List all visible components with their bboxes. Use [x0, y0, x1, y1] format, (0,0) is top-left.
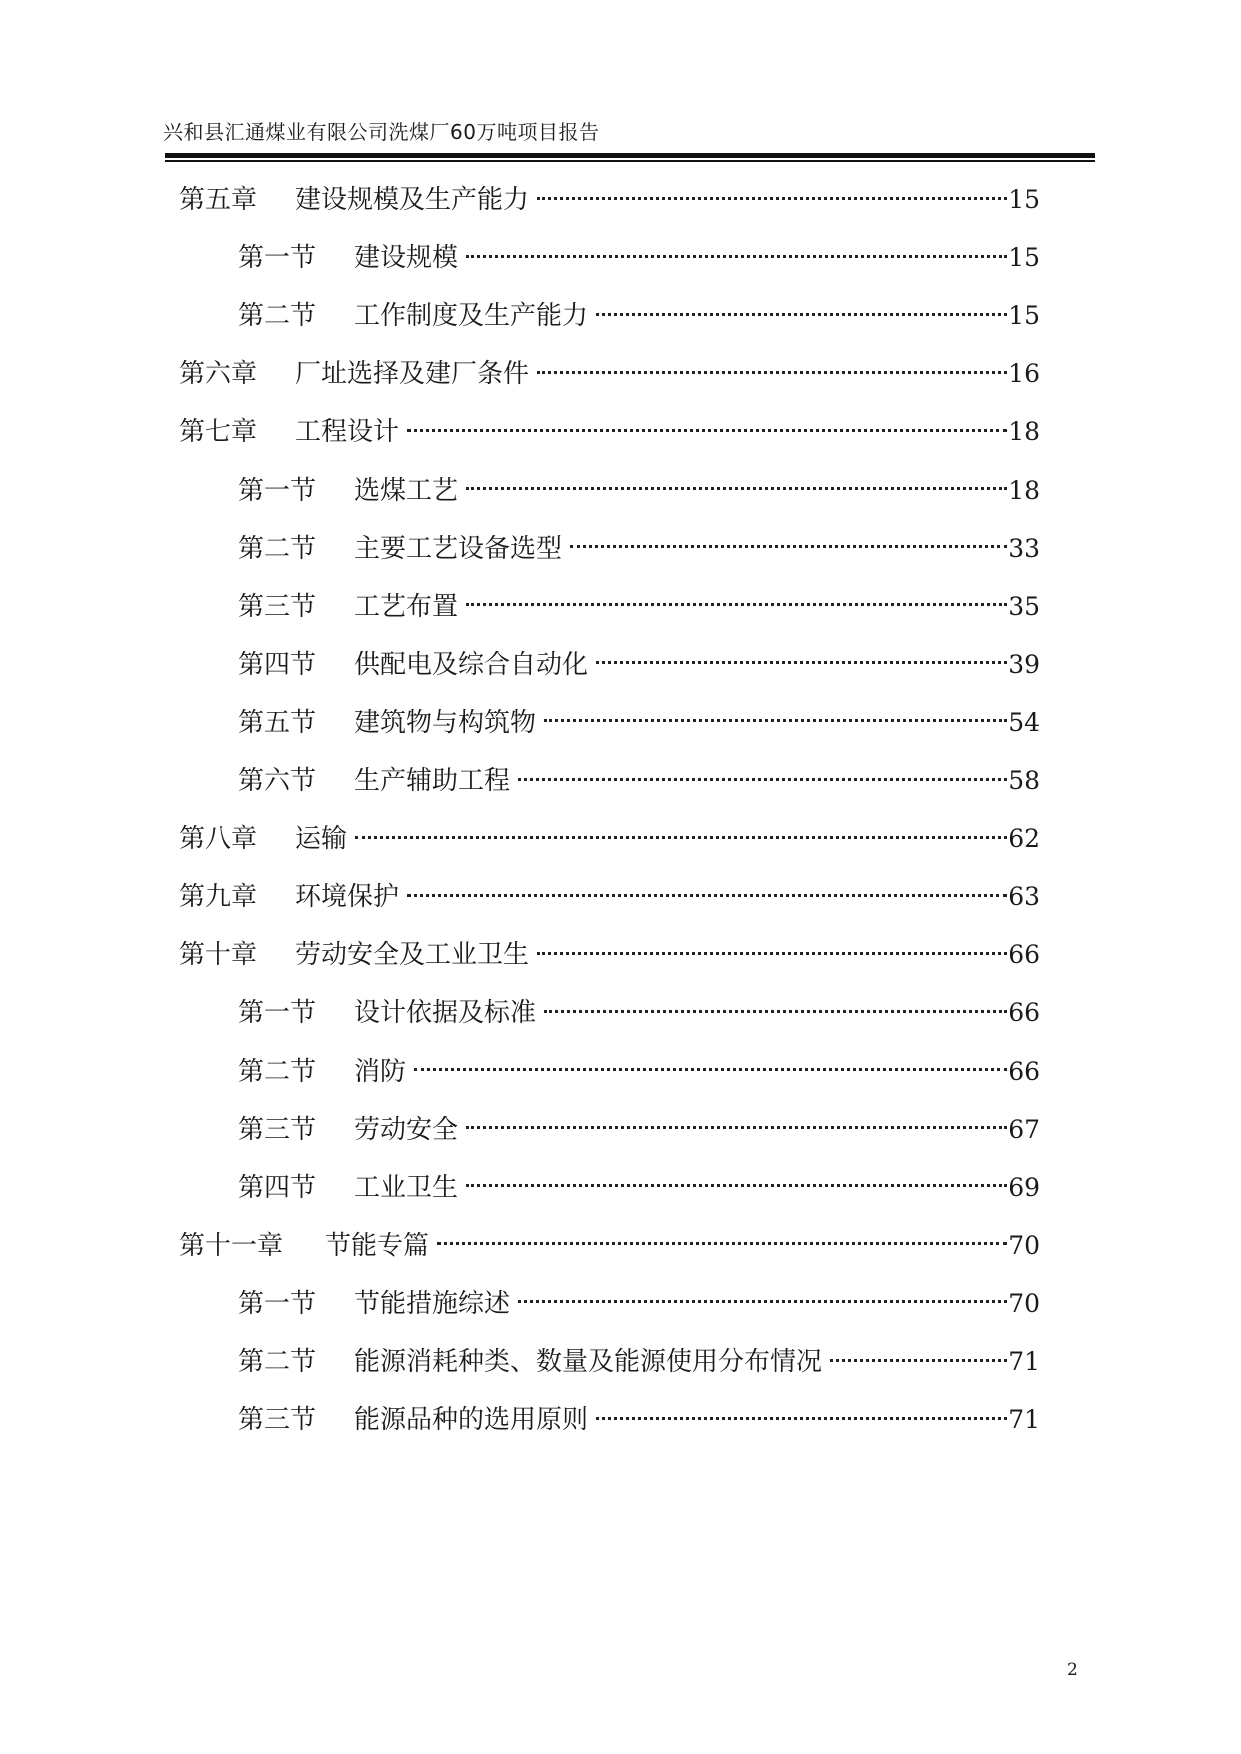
- header-rule-thin: [165, 160, 1095, 162]
- toc-entry-page: 70: [1008, 1230, 1040, 1260]
- toc-entry-number: 第九章: [179, 882, 258, 913]
- toc-dot-leader: [437, 1242, 1007, 1245]
- toc-entry-number: 第三节: [238, 1405, 317, 1436]
- toc-entry-number: 第七章: [179, 417, 258, 448]
- toc-entry-page: 66: [1008, 998, 1040, 1028]
- toc-section-entry[interactable]: [238, 645, 1040, 685]
- toc-entry-number: 第六章: [179, 359, 258, 390]
- toc-dot-leader: [596, 1417, 1007, 1420]
- toc-dot-leader: [466, 487, 1007, 490]
- toc-entry-page: 70: [1008, 1288, 1040, 1318]
- document-header-title: 兴和县汇通煤业有限公司洗煤厂60万吨项目报告: [163, 120, 600, 144]
- toc-dot-leader: [830, 1359, 1007, 1362]
- toc-dot-leader: [544, 1010, 1007, 1013]
- toc-entry-number: 第四节: [238, 1172, 317, 1203]
- toc-dot-leader: [544, 719, 1007, 722]
- toc-entry-page: 67: [1008, 1114, 1040, 1144]
- toc-entry-title: 工艺布置: [354, 591, 459, 622]
- toc-entry-page: 33: [1008, 533, 1040, 563]
- toc-entry-title: 能源消耗种类、数量及能源使用分布情况: [354, 1347, 823, 1377]
- toc-section-entry[interactable]: [238, 296, 1040, 336]
- toc-entry-page: 66: [1008, 1056, 1040, 1086]
- toc-entry-number: 第三节: [238, 591, 317, 622]
- toc-entry-title: 环境保护: [295, 882, 400, 913]
- toc-entry-title: 建筑物与构筑物: [354, 707, 537, 738]
- toc-entry-page: 54: [1008, 707, 1040, 737]
- toc-entry-title: 主要工艺设备选型: [354, 533, 563, 564]
- toc-entry-page: 16: [1008, 359, 1040, 389]
- toc-entry-title: 劳动安全及工业卫生: [295, 940, 530, 971]
- toc-chapter-entry[interactable]: [179, 877, 1040, 917]
- toc-chapter-entry[interactable]: [179, 1226, 1040, 1266]
- toc-dot-leader: [537, 197, 1007, 200]
- header-rule-thick: [165, 153, 1095, 158]
- toc-chapter-entry[interactable]: [179, 819, 1040, 859]
- toc-dot-leader: [518, 778, 1007, 781]
- toc-entry-title: 建设规模: [354, 243, 459, 274]
- toc-section-entry[interactable]: [238, 529, 1040, 569]
- toc-entry-number: 第二节: [238, 1056, 317, 1087]
- toc-entry-page: 66: [1008, 940, 1040, 970]
- toc-entry-page: 15: [1008, 185, 1040, 214]
- toc-entry-page: 15: [1008, 301, 1040, 331]
- toc-section-entry[interactable]: [238, 761, 1040, 801]
- toc-entry-number: 第一节: [238, 998, 317, 1029]
- toc-section-entry[interactable]: [238, 587, 1040, 627]
- toc-entry-title: 供配电及综合自动化: [354, 649, 589, 680]
- toc-entry-number: 第二节: [238, 301, 317, 332]
- toc-section-entry[interactable]: [238, 1342, 1040, 1382]
- toc-dot-leader: [537, 371, 1007, 374]
- toc-entry-page: 18: [1008, 475, 1040, 505]
- toc-entry-number: 第八章: [179, 824, 258, 855]
- toc-entry-title: 选煤工艺: [354, 475, 459, 506]
- toc-entry-number: 第一节: [238, 243, 317, 274]
- toc-section-entry[interactable]: [238, 1284, 1040, 1324]
- toc-entry-page: 71: [1008, 1347, 1040, 1376]
- toc-entry-number: 第一节: [238, 475, 317, 506]
- toc-chapter-entry[interactable]: [179, 180, 1040, 220]
- toc-entry-number: 第十章: [179, 940, 258, 971]
- toc-entry-number: 第二节: [238, 1347, 317, 1377]
- toc-entry-title: 消防: [354, 1056, 407, 1087]
- toc-chapter-entry[interactable]: [179, 354, 1040, 394]
- toc-section-entry[interactable]: [238, 703, 1040, 743]
- toc-entry-number: 第三节: [238, 1114, 317, 1145]
- toc-dot-leader: [537, 952, 1007, 955]
- toc-entry-page: 39: [1008, 649, 1040, 679]
- toc-chapter-entry[interactable]: [179, 412, 1040, 452]
- toc-entry-title: 能源品种的选用原则: [354, 1405, 589, 1436]
- toc-entry-number: 第五章: [179, 185, 258, 215]
- toc-entry-page: 62: [1008, 824, 1040, 854]
- toc-dot-leader: [414, 1068, 1007, 1071]
- toc-entry-title: 工作制度及生产能力: [354, 301, 589, 332]
- toc-entry-page: 35: [1008, 591, 1040, 621]
- toc-entry-title: 工业卫生: [354, 1172, 459, 1203]
- toc-entry-page: 18: [1008, 417, 1040, 447]
- toc-entry-number: 第一节: [238, 1288, 317, 1319]
- toc-entry-number: 第六节: [238, 766, 317, 796]
- toc-section-entry[interactable]: [238, 1168, 1040, 1208]
- toc-entry-title: 运输: [295, 824, 348, 855]
- toc-dot-leader: [518, 1300, 1007, 1303]
- toc-entry-title: 工程设计: [295, 417, 400, 448]
- toc-section-entry[interactable]: [238, 993, 1040, 1033]
- toc-section-entry[interactable]: [238, 1110, 1040, 1150]
- toc-dot-leader: [596, 313, 1007, 316]
- toc-entry-page: 71: [1008, 1405, 1040, 1435]
- toc-entry-title: 生产辅助工程: [354, 766, 511, 796]
- toc-entry-title: 建设规模及生产能力: [295, 185, 530, 215]
- toc-dot-leader: [407, 894, 1007, 897]
- toc-entry-page: 69: [1008, 1172, 1040, 1202]
- toc-dot-leader: [466, 603, 1007, 606]
- toc-entry-title: 节能专篇: [325, 1230, 430, 1261]
- toc-entry-page: 58: [1008, 766, 1040, 795]
- toc-dot-leader: [466, 1126, 1007, 1129]
- toc-entry-title: 劳动安全: [354, 1114, 459, 1145]
- toc-section-entry[interactable]: [238, 238, 1040, 278]
- toc-section-entry[interactable]: [238, 1052, 1040, 1092]
- toc-dot-leader: [596, 661, 1007, 664]
- toc-entry-number: 第十一章: [179, 1230, 284, 1261]
- toc-entry-title: 厂址选择及建厂条件: [295, 359, 530, 390]
- toc-dot-leader: [466, 255, 1007, 258]
- toc-entry-page: 63: [1008, 882, 1040, 912]
- toc-entry-number: 第二节: [238, 533, 317, 564]
- toc-entry-number: 第四节: [238, 649, 317, 680]
- toc-section-entry[interactable]: [238, 471, 1040, 511]
- toc-section-entry[interactable]: [238, 1400, 1040, 1440]
- toc-dot-leader: [570, 545, 1007, 548]
- toc-entry-title: 设计依据及标准: [354, 998, 537, 1029]
- toc-entry-page: 15: [1008, 243, 1040, 273]
- toc-dot-leader: [407, 429, 1007, 432]
- toc-chapter-entry[interactable]: [179, 935, 1040, 975]
- toc-entry-title: 节能措施综述: [354, 1288, 511, 1319]
- toc-dot-leader: [466, 1184, 1007, 1187]
- page-number: 2: [1067, 1660, 1078, 1680]
- toc-dot-leader: [355, 836, 1007, 839]
- toc-entry-number: 第五节: [238, 707, 317, 738]
